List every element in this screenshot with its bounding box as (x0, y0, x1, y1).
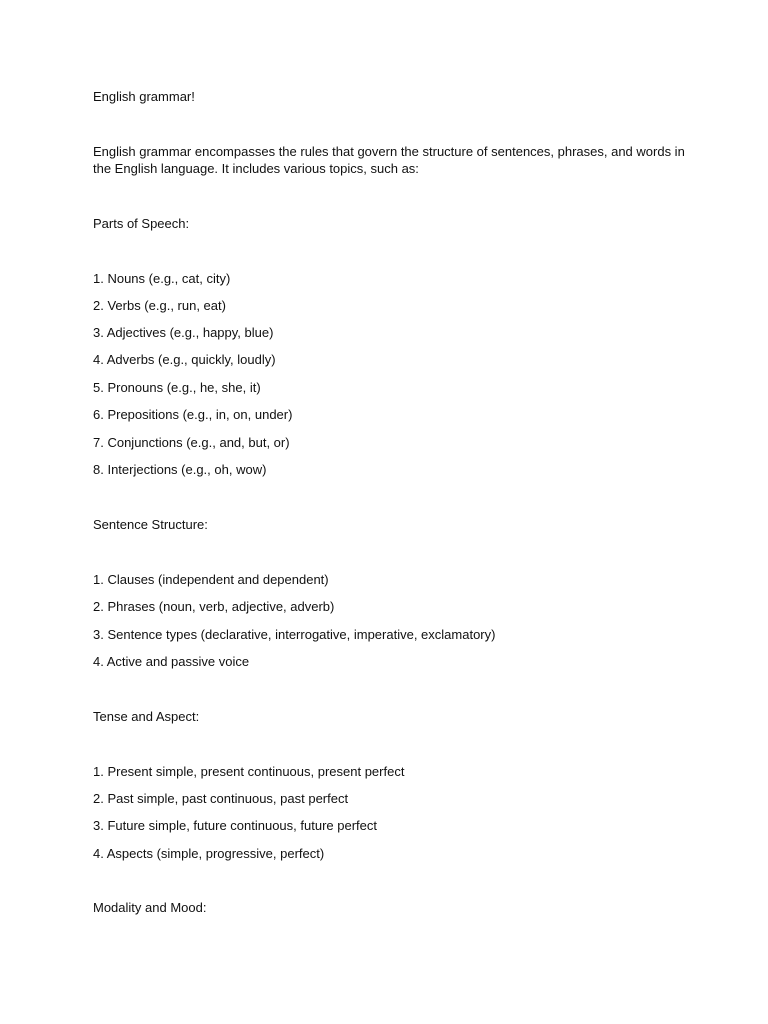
section-heading-sentence-structure: Sentence Structure: (93, 517, 208, 532)
list-item: 2. Past simple, past continuous, past perfect (93, 791, 349, 806)
list-item: 8. Interjections (e.g., oh, wow) (93, 462, 267, 477)
list-item: 1. Clauses (independent and dependent) (93, 572, 329, 587)
list-item: 3. Adjectives (e.g., happy, blue) (93, 325, 274, 340)
section-heading-tense-and-aspect: Tense and Aspect: (93, 709, 200, 724)
list-item: 4. Aspects (simple, progressive, perfect) (93, 846, 325, 861)
list-item: 2. Phrases (noun, verb, adjective, adverb) (93, 599, 335, 614)
list-item: 4. Adverbs (e.g., quickly, loudly) (93, 352, 276, 367)
list-item: 1. Nouns (e.g., cat, city) (93, 271, 231, 286)
list-item: 2. Verbs (e.g., run, eat) (93, 298, 226, 313)
document-title: English grammar! (93, 89, 195, 104)
list-item: 3. Future simple, future continuous, future perfect (93, 818, 377, 833)
intro-paragraph: English grammar encompasses the rules that govern the structure of sentences, phrases, and words in the English language. It includes various topics, such as: (93, 144, 685, 176)
list-item: 1. Present simple, present continuous, present perfect (93, 764, 405, 779)
list-item: 4. Active and passive voice (93, 654, 250, 669)
list-item: 7. Conjunctions (e.g., and, but, or) (93, 435, 290, 450)
list-item: 5. Pronouns (e.g., he, she, it) (93, 380, 261, 395)
section-heading-parts-of-speech: Parts of Speech: (93, 216, 190, 231)
list-item: 3. Sentence types (declarative, interrogative, imperative, exclamatory) (93, 627, 496, 642)
list-item: 6. Prepositions (e.g., in, on, under) (93, 407, 293, 422)
section-heading-modality-and-mood: Modality and Mood: (93, 900, 207, 915)
